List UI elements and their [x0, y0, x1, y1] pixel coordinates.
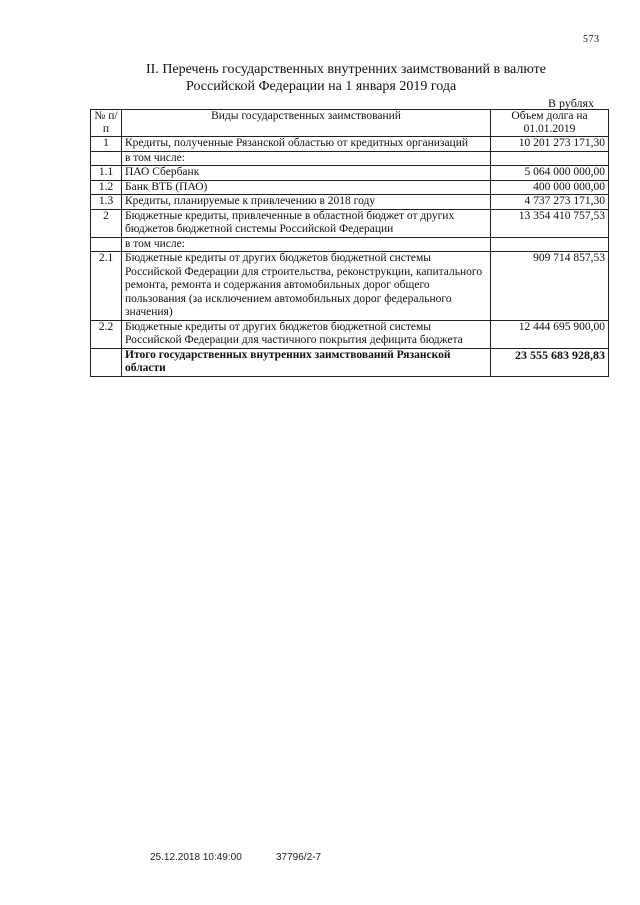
table-row — [91, 166, 609, 181]
row-num: 1.2 — [91, 180, 122, 195]
row-type: в том числе: — [122, 151, 491, 166]
document-title — [146, 61, 586, 95]
row-num: 1.3 — [91, 195, 122, 210]
debt-table — [90, 109, 609, 377]
row-type: Кредиты, планируемые к привлечению в 2018 году — [122, 195, 491, 210]
row-num — [91, 151, 122, 166]
row-amount: 10 201 273 171,30 — [491, 137, 609, 152]
row-type: в том числе: — [122, 237, 491, 252]
table-total-row — [91, 348, 609, 376]
row-amount: 4 737 273 171,30 — [491, 195, 609, 210]
row-num: 2 — [91, 209, 122, 237]
table-header-row — [91, 110, 609, 137]
total-amount: 23 555 683 928,83 — [491, 348, 609, 376]
table-row — [91, 237, 609, 252]
document-title-line-2: Российской Федерации на 1 января 2019 года — [186, 79, 457, 94]
row-type: ПАО Сбербанк — [122, 166, 491, 181]
total-num — [91, 348, 122, 376]
row-amount: 13 354 410 757,53 — [491, 209, 609, 237]
row-amount — [491, 237, 609, 252]
table-row — [91, 195, 609, 210]
row-amount: 909 714 857,53 — [491, 252, 609, 321]
header-amount: Объем долга на 01.01.2019 — [491, 110, 609, 137]
row-num: 2.1 — [91, 252, 122, 321]
row-amount: 5 064 000 000,00 — [491, 166, 609, 181]
row-type: Банк ВТБ (ПАО) — [122, 180, 491, 195]
row-num: 1.1 — [91, 166, 122, 181]
document-title-line-1: II. Перечень государственных внутренних заимствований в валюте — [146, 62, 546, 77]
row-num: 2.2 — [91, 320, 122, 348]
footer-doc-id: 37796/2-7 — [276, 852, 322, 863]
table-row — [91, 137, 609, 152]
row-type: Бюджетные кредиты от других бюджетов бюджетной системы Российской Федерации для строительства, реконструкции, капитального ремонта, ремонта и содержания автомобильных дорог общего пользования (за исключением автомобильных дорог федерального значения) — [122, 252, 491, 321]
table-row — [91, 180, 609, 195]
row-type: Бюджетные кредиты, привлеченные в областной бюджет от других бюджетов бюджетной системы Российской Федерации — [122, 209, 491, 237]
table-row — [91, 209, 609, 237]
row-num: 1 — [91, 137, 122, 152]
header-num: № п/п — [91, 110, 122, 137]
row-type: Бюджетные кредиты от других бюджетов бюджетной системы Российской Федерации для частичного покрытия дефицита бюджета — [122, 320, 491, 348]
table-row — [91, 151, 609, 166]
table-row — [91, 252, 609, 321]
header-type: Виды государственных заимствований — [122, 110, 491, 137]
row-num — [91, 237, 122, 252]
units-label: В рублях — [548, 96, 595, 110]
footer-timestamp: 25.12.2018 10:49:00 — [150, 852, 242, 863]
row-amount — [491, 151, 609, 166]
row-amount: 12 444 695 900,00 — [491, 320, 609, 348]
table-row — [91, 320, 609, 348]
row-amount: 400 000 000,00 — [491, 180, 609, 195]
row-type: Кредиты, полученные Рязанской областью от кредитных организаций — [122, 137, 491, 152]
total-type: Итого государственных внутренних заимствований Рязанской области — [122, 348, 491, 376]
page-number: 573 — [583, 34, 600, 45]
